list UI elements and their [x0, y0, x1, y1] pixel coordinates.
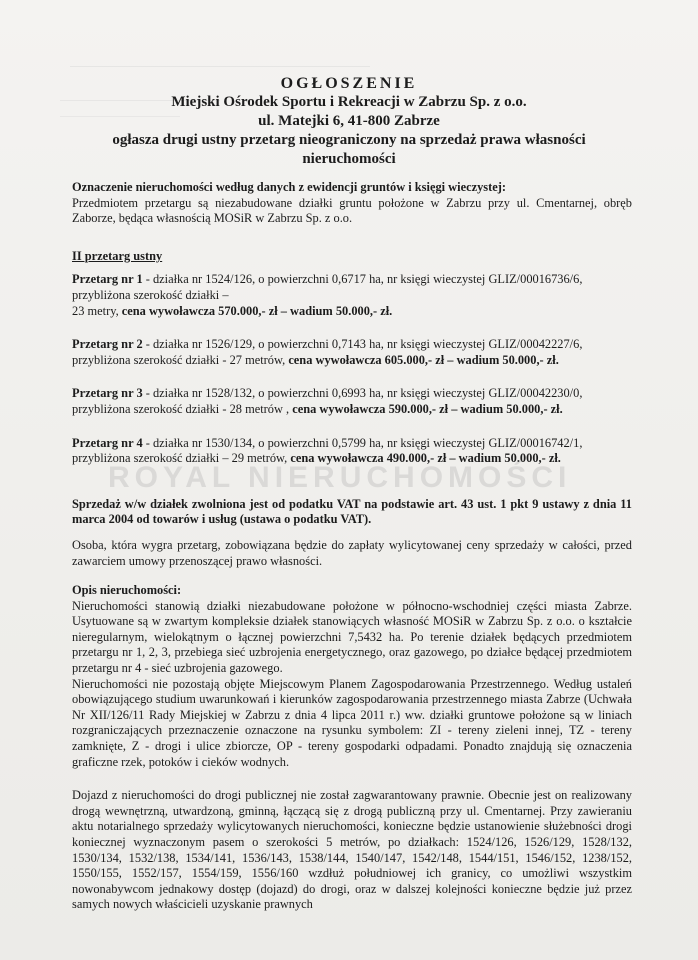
tender-price: cena wywoławcza 570.000,- zł – wadium 50.000,- zł. [121, 303, 393, 318]
winner-note: Osoba, która wygra przetarg, zobowiązana będzie do zapłaty wylicytowanej ceny sprzedaży w całości, przed zawarciem umowy przenoszącej prawo własności. [72, 537, 632, 568]
description-paragraph-1: Nieruchomości stanowią działki niezabudowane położone w północno-wschodniej części miasta Zabrze. Usytuowane są w zwartym kompleksie działek stanowiących własność MOSiR w Zabrzu Sp. z o.o. o kształcie nieregularnym, wielokątnym o łącznej powierzchni 7,5432 ha. Po terenie działek będących przedmiotem przetargu nr 1, 2, 3, przebiega sieć uzbrojenia energetycznego, oraz gazowego, po działce będącej przedmiotem przetargu nr 4 - sieć uzbrojenia gazowego. [72, 598, 632, 676]
designation-text: Przedmiotem przetargu są niezabudowane działki gruntu położone w Zabrzu przy ul. Cmentarnej, obręb Zaborze, będąca własnością MOSiR w Zabrzu Sp. z o.o. [72, 195, 632, 226]
faint-line [70, 66, 370, 67]
vat-note: Sprzedaż w/w działek zwolniona jest od podatku VAT na podstawie art. 43 ust. 1 pkt 9 ustawy z dnia 11 marca 2004 od towarów i usług (ustawa o podatku VAT). [72, 496, 632, 527]
description-paragraph-2: Nieruchomości nie pozostają objęte Miejscowym Planem Zagospodarowania Przestrzennego. Według ustaleń obowiązującego studium uwarunkowań i kierunków zagospodarowania przestrzennego miasta Zabrze (Uchwała Nr XII/126/11 Rady Miejskiej w Zabrzu z dnia 4 lipca 2011 r.) ww. działki gruntowe położone są w liniach rozgraniczających przeznaczenie oznaczone na rysunku symbolem: ZI - tereny zieleni innej, TZ - tereny zamknięte, Z - drogi i ulice zbiorcze, OP - tereny gospodarki odpadami. Ponadto znajdują się oznaczenia graficzne rzek, potoków i cieków wodnych. [72, 676, 632, 769]
tender-desc: - działka nr 1530/134, o powierzchni 0,5799 ha, nr księgi wieczystej GLIZ/00016742/1, przybliżona szerokość działki – 29 metrów, [72, 435, 583, 466]
designation-heading: Oznaczenie nieruchomości według danych z ewidencji gruntów i księgi wieczystej: [72, 180, 506, 194]
tender-item-3 [72, 386, 632, 417]
tender-item-1 [72, 272, 632, 319]
document-header [0, 74, 698, 169]
organization-address: ul. Matejki 6, 41-800 Zabrze [258, 113, 440, 129]
tender-label: Przetarg nr 2 [72, 337, 143, 352]
description-heading: Opis nieruchomości: [72, 583, 182, 598]
organization-name: Miejski Ośrodek Sportu i Rekreacji w Zabrzu Sp. z o.o. [171, 94, 527, 110]
tender-desc: - działka nr 1526/129, o powierzchni 0,7143 ha, nr księgi wieczystej GLIZ/00042227/6, przybliżona szerokość działki - 27 metrów, [72, 337, 583, 367]
tender-desc: - działka nr 1528/132, o powierzchni 0,6993 ha, nr księgi wieczystej GLIZ/00042230/0, przybliżona szerokość działki - 28 metrów , [72, 386, 583, 416]
document-body [72, 180, 632, 913]
announcement-subject-line2: nieruchomości [302, 151, 396, 167]
tender-item-4 [72, 436, 632, 467]
tender-desc-cont: 23 metry, [72, 303, 122, 318]
tender-label: Przetarg nr 1 [72, 272, 143, 287]
tender-price: cena wywoławcza 590.000,- zł – wadium 50.000,- zł. [292, 401, 563, 416]
tender-section-heading: II przetarg ustny [72, 248, 163, 263]
tender-desc: - działka nr 1524/126, o powierzchni 0,6717 ha, nr księgi wieczystej GLIZ/00016736/6, przybliżona szerokość działki – [72, 272, 583, 302]
access-paragraph: Dojazd z nieruchomości do drogi publicznej nie został zagwarantowany prawnie. Obecnie jest on realizowany drogą wewnętrzną, utwardzoną, gminną, łączącą się z drogą publiczną przy ul. Cmentarnej. Przy zawieraniu aktu notarialnego sprzedaży wylicytowanych nieruchomości, konieczne będzie ustanowienie służebności drogi koniecznej wyznaczonym pasem o szerokości 5 metrów, po działkach: 1524/126, 1526/129, 1528/132, 1530/134, 1532/138, 1534/141, 1536/143, 1538/144, 1540/147, 1542/148, 1544/151, 1546/152, 1238/152, 1550/155, 1552/157, 1554/159, 1556/160 wzdłuż południowej ich granicy, co umożliwi wszystkim nowonabywcom jednakowy dostęp (dojazd) do drogi, oraz w dalszej kolejności konieczne będzie już przez samych nowych właścicieli uzyskanie prawnych [72, 788, 632, 912]
tender-price: cena wywoławcza 490.000,- zł – wadium 50.000,- zł. [290, 451, 561, 466]
watermark-text: ROYAL NIERUCHOMOŚCI [108, 461, 572, 494]
tender-label: Przetarg nr 4 [72, 435, 143, 450]
document-title: OGŁOSZENIE [280, 75, 418, 92]
tender-label: Przetarg nr 3 [72, 386, 143, 401]
tender-price: cena wywoławcza 605.000,- zł – wadium 50.000,- zł. [288, 352, 559, 367]
announcement-subject-line1: ogłasza drugi ustny przetarg nieograniczony na sprzedaż prawa własności [112, 132, 586, 148]
tender-item-2 [72, 337, 632, 368]
